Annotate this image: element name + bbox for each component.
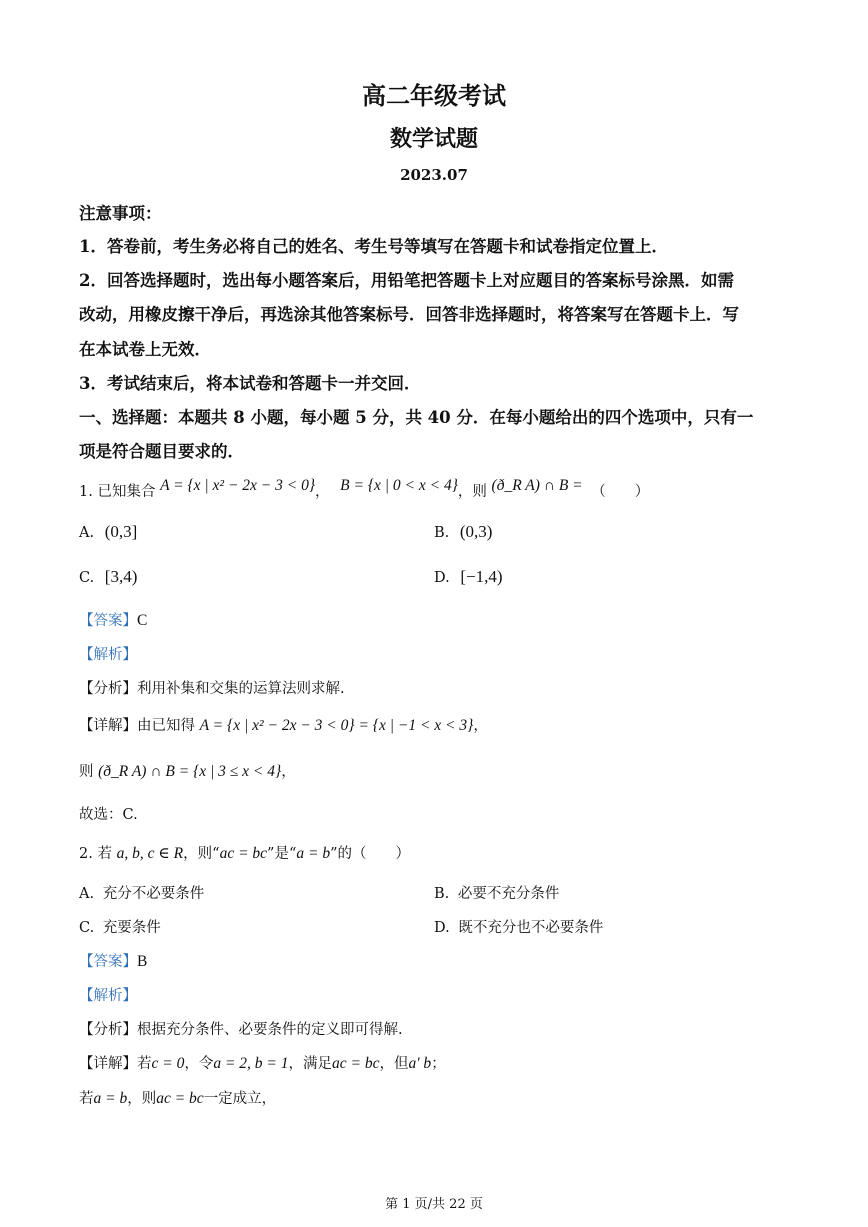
notice-item-1: 1．答卷前，考生务必将自己的姓名、考生号等填写在答题卡和试卷指定位置上． bbox=[79, 237, 668, 256]
option-value: 必要不充分条件 bbox=[457, 886, 560, 902]
question-1-fenxi bbox=[79, 677, 345, 698]
option-value: 充要条件 bbox=[102, 920, 161, 936]
exam-subject: 数学试题 bbox=[389, 126, 478, 152]
option-value: 既不充分也不必要条件 bbox=[458, 920, 604, 936]
question-2-option-c bbox=[79, 916, 161, 937]
question-1-then: ，则 bbox=[457, 484, 487, 500]
option-value: [−1,4) bbox=[460, 567, 503, 586]
notice-item-2-line-3: 在本试卷上无效． bbox=[79, 340, 211, 359]
xiangjie-text: ，满足 bbox=[288, 1056, 333, 1072]
question-1-prefix: 1. 已知集合 bbox=[79, 484, 156, 500]
question-2-expr-2: a = b bbox=[296, 845, 331, 862]
xiangjie-math: ac = bc bbox=[332, 1055, 380, 1072]
option-label: B. bbox=[434, 525, 450, 541]
xiangjie-text: 若 bbox=[137, 1056, 152, 1072]
question-2-answer bbox=[79, 950, 147, 971]
xiangjie-text: 则 bbox=[79, 764, 94, 780]
option-label: A. bbox=[79, 525, 95, 541]
option-value: (0,3] bbox=[104, 522, 138, 541]
fenxi-text: 根据充分条件、必要条件的定义即可得解. bbox=[137, 1022, 403, 1038]
option-label: B. bbox=[434, 886, 450, 902]
question-2-xiangjie-line-1 bbox=[79, 1052, 446, 1073]
notice-item-2-line-2: 改动，用橡皮擦干净后，再选涂其他答案标号．回答非选择题时，将答案写在答题卡上．写 bbox=[79, 305, 739, 324]
fenxi-tag: 【分析】 bbox=[79, 681, 137, 697]
answer-tag: 【答案】 bbox=[79, 613, 137, 629]
answer-tag: 【答案】 bbox=[79, 954, 137, 970]
xiangjie-math: A = {x | x² − 2x − 3 < 0} = {x | −1 < x < 3} bbox=[199, 717, 474, 734]
exam-date: 2023.07 bbox=[400, 166, 468, 184]
xiangjie-text: ，则 bbox=[127, 1091, 157, 1107]
section-1-line-1: 一、选择题：本题共 8 小题，每小题 5 分，共 40 分．在每小题给出的四个选项中，只有一 bbox=[79, 408, 754, 427]
xiangjie-text: 一定成立， bbox=[203, 1091, 277, 1107]
page-footer: 第 1 页/共 22 页 bbox=[385, 1197, 483, 1212]
option-label: D. bbox=[434, 920, 450, 936]
notice-item-2-line-1: 2．回答选择题时，选出每小题答案后，用铅笔把答题卡上对应题目的答案标号涂黑．如需 bbox=[79, 271, 734, 290]
option-label: C. bbox=[79, 920, 95, 936]
question-2-fenxi bbox=[79, 1018, 403, 1039]
question-1-choose: 故选：C. bbox=[79, 807, 138, 823]
question-2-option-b bbox=[434, 882, 559, 903]
notice-heading: 注意事项： bbox=[79, 204, 162, 223]
answer-value: B bbox=[137, 953, 148, 970]
section-1-line-2: 项是符合题目要求的． bbox=[79, 442, 244, 461]
xiangjie-text: 由已知得 bbox=[137, 718, 195, 734]
question-1-expression: (ð_R A) ∩ B = bbox=[491, 477, 583, 494]
question-1-paren: （ ） bbox=[591, 484, 650, 500]
question-1-sep: ， bbox=[315, 484, 330, 500]
question-1-analysis-tag: 【解析】 bbox=[79, 647, 137, 663]
question-2-expr-1: ac = bc bbox=[219, 845, 268, 862]
question-2-text: ”的（ ） bbox=[330, 846, 410, 862]
xiangjie-text: 若 bbox=[79, 1091, 94, 1107]
question-1-set-b: B = {x | 0 < x < 4} bbox=[340, 477, 458, 494]
question-2-stem bbox=[79, 842, 410, 863]
question-2-analysis-tag: 【解析】 bbox=[79, 988, 137, 1004]
option-label: D. bbox=[434, 570, 450, 586]
xiangjie-math: a = b bbox=[93, 1090, 128, 1107]
xiangjie-end: ， bbox=[473, 718, 488, 734]
question-1-answer bbox=[79, 609, 147, 630]
question-1-xiangjie-line-2 bbox=[79, 760, 296, 781]
question-2-text: ，则“ bbox=[183, 846, 220, 862]
fenxi-tag: 【分析】 bbox=[79, 1022, 137, 1038]
question-1-option-a bbox=[79, 522, 137, 542]
option-value: (0,3) bbox=[459, 522, 493, 541]
question-2-text: ”是“ bbox=[267, 846, 297, 862]
question-1-stem bbox=[79, 477, 650, 501]
notice-item-3: 3．考试结束后，将本试卷和答题卡一并交回． bbox=[79, 374, 421, 393]
question-2-option-a bbox=[79, 882, 204, 903]
option-label: C. bbox=[79, 570, 95, 586]
xiangjie-math: c = 0 bbox=[151, 1055, 185, 1072]
question-2-prefix: 2. 若 bbox=[79, 846, 112, 862]
xiangjie-math: a = 2, b = 1 bbox=[213, 1055, 289, 1072]
question-1-option-d bbox=[434, 567, 503, 587]
question-2-condition: a, b, c ∈ R bbox=[116, 845, 184, 862]
question-1-option-b bbox=[434, 522, 492, 542]
question-1-option-c bbox=[79, 567, 137, 587]
exam-title: 高二年级考试 bbox=[362, 81, 506, 110]
option-label: A. bbox=[79, 886, 95, 902]
answer-value: C bbox=[137, 612, 148, 629]
xiangjie-math: ac = bc bbox=[156, 1090, 204, 1107]
xiangjie-math: a' b bbox=[408, 1055, 432, 1072]
xiangjie-tag: 【详解】 bbox=[79, 718, 137, 734]
xiangjie-text: ，令 bbox=[184, 1056, 214, 1072]
xiangjie-end: ， bbox=[281, 764, 296, 780]
xiangjie-math: (ð_R A) ∩ B = {x | 3 ≤ x < 4} bbox=[98, 763, 282, 780]
xiangjie-text: ； bbox=[431, 1056, 446, 1072]
question-2-option-d bbox=[434, 916, 603, 937]
fenxi-text: 利用补集和交集的运算法则求解. bbox=[137, 681, 345, 697]
xiangjie-tag: 【详解】 bbox=[79, 1056, 137, 1072]
xiangjie-text: ，但 bbox=[379, 1056, 409, 1072]
question-2-xiangjie-line-2 bbox=[79, 1087, 276, 1108]
option-value: 充分不必要条件 bbox=[102, 886, 205, 902]
question-1-xiangjie-line-1 bbox=[79, 714, 488, 735]
option-value: [3,4) bbox=[104, 567, 138, 586]
question-1-set-a: A = {x | x² − 2x − 3 < 0} bbox=[160, 477, 316, 494]
